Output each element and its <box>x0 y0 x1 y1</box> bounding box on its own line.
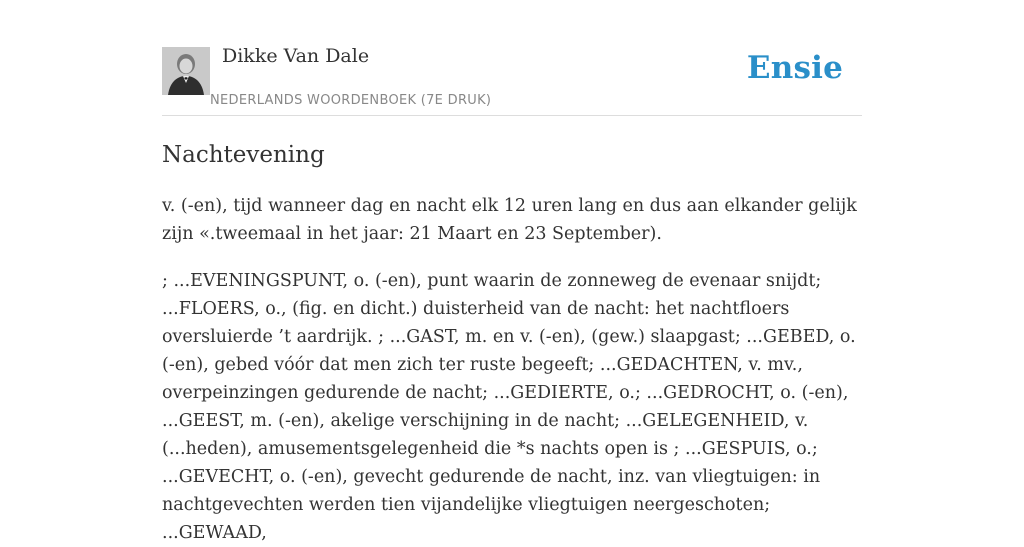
author-name[interactable]: Dikke Van Dale <box>222 45 370 67</box>
source-label[interactable]: NEDERLANDS WOORDENBOEK (7E DRUK) <box>210 93 492 108</box>
author-avatar[interactable] <box>162 47 210 95</box>
page-container <box>162 0 862 547</box>
entry-compounds: ; ...EVENINGSPUNT, o. (-en), punt waarin de zonneweg de evenaar snijdt; ...FLOERS, o., (fig. en dicht.) duisterheid van de nacht: het nachtfloers oversluierde ’t aardrijk. ; ...GAST, m. en v. (-en), (gew.) slaapgast; ...GEBED, o. (-en), gebed vóór dat men zich ter ruste begeeft; ...GEDACHTEN, v. mv., overpeinzingen gedurende de nacht; ...GEDIERTE, o.; ...GEDROCHT, o. (-en), ...GEEST, m. (-en), akelige verschijning in de nacht; ...GELEGENHEID, v. (...heden), amusementsgelegenheid die *s nachts open is ; ...GESPUIS, o.; ...GEVECHT, o. (-en), gevecht gedurende de nacht, inz. van vliegtuigen: in nachtgevechten werden tien vijandelijke vliegtuigen neergeschoten; ...GEWAAD, <box>162 271 856 543</box>
ensie-logo[interactable]: Ensie <box>746 50 843 86</box>
author-portrait-icon <box>162 47 210 95</box>
page-header <box>162 0 862 116</box>
entry-title: Nachtevening <box>162 142 325 168</box>
entry-definition: v. (-en), tijd wanneer dag en nacht elk 12 uren lang en dus aan elkander gelijk zijn «.tweemaal in het jaar: 21 Maart en 23 September). <box>162 196 857 244</box>
